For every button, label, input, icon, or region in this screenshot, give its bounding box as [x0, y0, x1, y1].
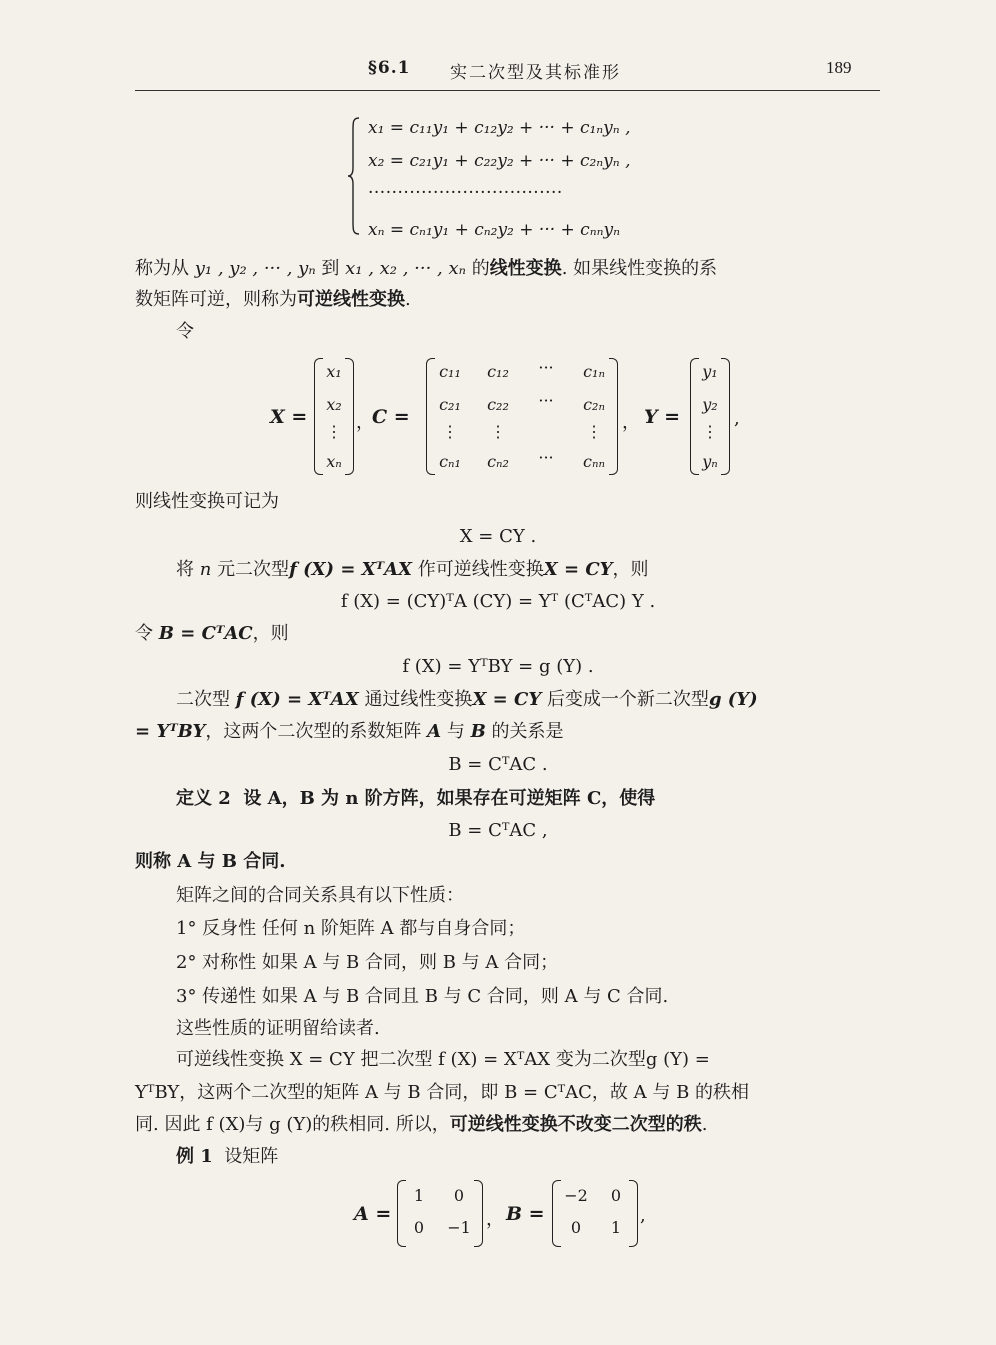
text-properties-intro: 矩阵之间的合同关系具有以下性质： — [176, 885, 464, 906]
paragraph-let-b: 令 B = CᵀAC，则 — [135, 623, 289, 644]
paragraph-relation: = YᵀBY，这两个二次型的系数矩阵 A 与 B 的关系是 — [135, 721, 564, 742]
term-linear-transform: 线性变换 — [489, 258, 562, 279]
system-row-dots: ································· — [368, 183, 563, 203]
equation-f-expansion: f (X) = (CY)ᵀA (CY) = Yᵀ (CᵀAC) Y . — [340, 591, 656, 612]
matrix-c-label: C = — [372, 406, 410, 428]
header-rule — [135, 90, 880, 91]
equation-x-cy: X = CY . — [459, 526, 537, 547]
text-record-as: 则线性变换可记为 — [135, 491, 279, 512]
paragraph-apply-transform: 将 n 元二次型f (X) = XᵀAX 作可逆线性变换X = CY，则 — [176, 559, 649, 580]
equation-b-cac-1: B = CᵀAC . — [448, 754, 548, 775]
paragraph-invertible: 数矩阵可逆，则称为可逆线性变换. — [135, 289, 411, 310]
section-title: 实二次型及其标准形 — [450, 63, 621, 83]
matrix-y-label: Y = — [644, 406, 681, 428]
matrix-a: 1 0 0 −1 — [397, 1180, 483, 1248]
term-rank-invariant: 可逆线性变换不改变二次型的秩 — [449, 1114, 702, 1135]
page-number: 189 — [826, 58, 852, 77]
definition-2: 定义 2 设 A，B 为 n 阶方阵，如果存在可逆矩阵 C，使得 — [176, 788, 656, 809]
textbook-page: §6.1 实二次型及其标准形 189 x₁ = c₁₁y₁ + c₁₂y₂ + ··· + c₁ₙyₙ , x₂ = c₂₁y₁ + c₂₂y₂ + ··· + c₂ₙyₙ , ································· xₙ = cₙ₁y₁ + cₙ₂y₂ + ··· + cₙₙyₙ 称为从 y₁ , y₂ , ··· , yₙ 到 x₁ , x₂ , ··· , xₙ 的线性变换. 如果线性变换的系 数矩阵可逆，则称为可逆线性变换. 令 X = x₁ x₂ ⋮ xₙ ， C = c₁₁ c₁₂ ··· c₁ₙ c₂₁ c₂₂ ··· c₂ₙ ⋮ ⋮ ⋮ cₙ₁ cₙ₂ ··· cₙₙ ， Y = y₁ y₂ ⋮ yₙ , 则线性变换可记为 X = CY . 将 n 元二次型f (X) = XᵀAX 作可逆线性变换X = CY，则 f (X) = (CY)ᵀA (CY) = Yᵀ (CᵀAC) Y . 令 B = CᵀAC，则 f (X) = YᵀBY = g (Y) . 二次型 f (X) = XᵀAX 通过线性变换X = CY 后变成一个新二次型g (Y) = YᵀBY，这两个二次型的系数矩阵 A 与 B 的关系是 B = CᵀAC . 定义 2 设 A，B 为 n 阶方阵，如果存在可逆矩阵 C，使得 B = CᵀAC , 则称 A 与 B 合同. 矩阵之间的合同关系具有以下性质： 1° 反身性 任何 n 阶矩阵 A 都与自身合同； 2° 对称性 如果 A 与 B 合同，则 B 与 A 合同； 3° 传递性 如果 A 与 B 合同且 B 与 C 合同，则 A 与 C 合同. 这些性质的证明留给读者. 可逆线性变换 X = CY 把二次型 f (X) = XᵀAX 变为二次型g (Y) = YᵀBY，这两个二次型的矩阵 A 与 B 合同，即 B = CᵀAC，故 A 与 B 的秩相 同. 因此 f (X)与 g (Y)的秩相同. 所以，可逆线性变换不改变二次型的秩. 例 1 设矩阵 A = 1 0 0 −1 ， B = −2 0 0 1 , — [0, 0, 996, 1345]
property-reflexive: 1° 反身性 任何 n 阶矩阵 A 都与自身合同； — [176, 918, 526, 939]
equation-f-g: f (X) = YᵀBY = g (Y) . — [402, 656, 594, 677]
matrix-x-label: X = — [270, 406, 308, 428]
text-let: 令 — [176, 321, 194, 342]
paragraph-rank-3: 同. 因此 f (X)与 g (Y)的秩相同. 所以，可逆线性变换不改变二次型的秩. — [135, 1114, 708, 1135]
term-invertible-transform: 可逆线性变换 — [297, 289, 405, 310]
system-row-2: x₂ = c₂₁y₁ + c₂₂y₂ + ··· + c₂ₙyₙ , — [368, 151, 631, 171]
matrix-a-label: A = — [354, 1203, 392, 1225]
property-symmetric: 2° 对称性 如果 A 与 B 合同，则 B 与 A 合同； — [176, 952, 559, 973]
paragraph-rank-2: YᵀBY，这两个二次型的矩阵 A 与 B 合同，即 B = CᵀAC，故 A 与 B 的秩相 — [135, 1082, 750, 1103]
example-1: 例 1 设矩阵 — [176, 1146, 279, 1167]
paragraph-rank-1: 可逆线性变换 X = CY 把二次型 f (X) = XᵀAX 变为二次型g (Y) = — [176, 1049, 710, 1070]
example-label: 例 1 — [176, 1146, 213, 1167]
section-number: §6.1 — [368, 58, 411, 78]
paragraph-linear-transform: 称为从 y₁ , y₂ , ··· , yₙ 到 x₁ , x₂ , ··· , xₙ 的线性变换. 如果线性变换的系 — [135, 258, 718, 279]
system-row-n: xₙ = cₙ₁y₁ + cₙ₂y₂ + ··· + cₙₙyₙ — [368, 220, 620, 240]
equation-b-cac-2: B = CᵀAC , — [448, 820, 548, 841]
matrix-c: c₁₁ c₁₂ ··· c₁ₙ c₂₁ c₂₂ ··· c₂ₙ ⋮ ⋮ ⋮ cₙ₁ cₙ₂ ··· cₙₙ — [426, 358, 618, 476]
system-brace-icon — [347, 116, 361, 236]
definition-conclusion: 则称 A 与 B 合同. — [135, 851, 286, 872]
definition-label: 定义 2 — [176, 788, 231, 809]
property-transitive: 3° 传递性 如果 A 与 B 合同且 B 与 C 合同，则 A 与 C 合同. — [176, 986, 669, 1007]
matrix-x: x₁ x₂ ⋮ xₙ — [314, 358, 354, 476]
text-proof-left: 这些性质的证明留给读者. — [176, 1018, 380, 1039]
matrix-b-label: B = — [506, 1203, 545, 1225]
matrix-b: −2 0 0 1 — [552, 1180, 638, 1248]
matrix-y: y₁ y₂ ⋮ yₙ — [690, 358, 730, 476]
paragraph-new-form: 二次型 f (X) = XᵀAX 通过线性变换X = CY 后变成一个新二次型g (Y) — [176, 689, 758, 710]
system-row-1: x₁ = c₁₁y₁ + c₁₂y₂ + ··· + c₁ₙyₙ , — [368, 118, 631, 138]
